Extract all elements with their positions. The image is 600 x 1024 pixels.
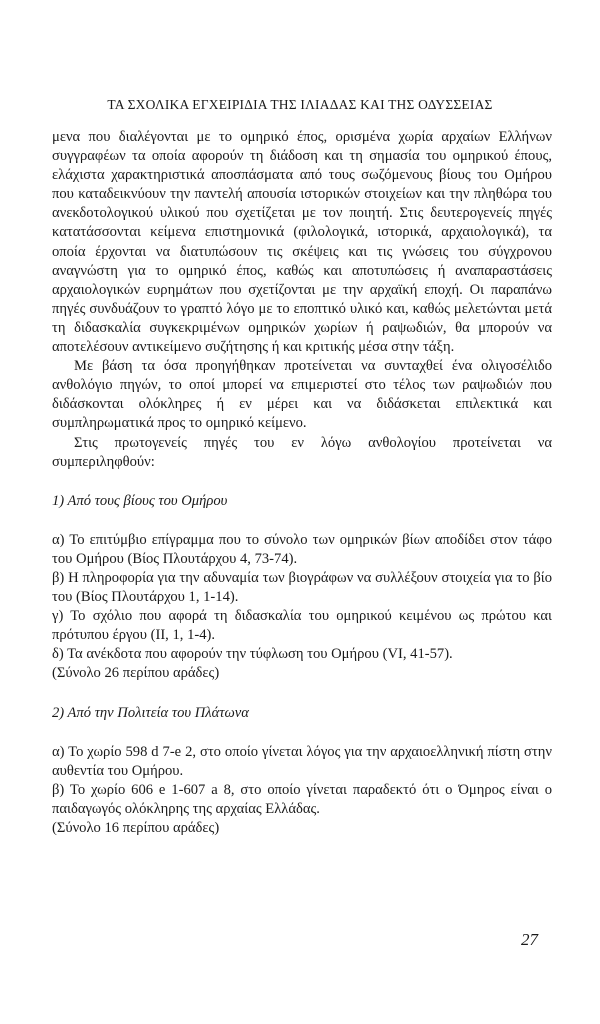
section-1-list bbox=[52, 531, 552, 684]
paragraph-3: Στις πρωτογενείς πηγές του εν λόγω ανθολογίου προτείνεται να συμπεριληφθούν: bbox=[52, 434, 552, 470]
list-item: γ) Το σχόλιο που αφορά τη διδασκαλία του ομηρικού κειμένου ως πρώτου και πρότυπου έργου (ΙΙ, 1, 1-4). bbox=[52, 608, 552, 644]
paragraph-1: μενα που διαλέγονται με το ομηρικό έπος, ορισμένα χωρία αρχαίων Ελλήνων συγγραφέων τα οποία αφορούν τη διάδοση και τη σημασία του ομηρικού έπους, ελάχιστα χαρακτηριστικά αποσπάσματα από τους σωζόμενους βίους του Ομήρου που καταδεικνύουν την παντελή απουσία ιστορικών στοιχείων και την πληθώρα του ανεκδοτολογικού υλικού που σχετίζεται με τον ποιητή. Στις δευτερογενείς πηγές κατατάσσονται κείμενα επιστημονικά (φιλολογικά, ιστορικά, αρχαιολογικά), τα οποία έρχονται να διατυπώσουν τις σκέψεις και τις γνώσεις του σύγχρονου αναγνώστη για το ομηρικό έπος, καθώς και αποτυπώσεις ή αναπαραστάσεις αρχαιολογικών ευρημάτων που σχετίζονται με την αρχαϊκή εποχή. Οι παραπάνω πηγές συνδυάζουν το γραπτό λόγο με το εποπτικό υλικό και, καθώς μελετώνται μετά τη διδασκαλία συγκεκριμένων ομηρικών χωρίων ή ραψωδιών, θα μπορούν να αποτελέσουν αντικείμενο συζήτησης ή και κριτικής μέσα στην τάξη. bbox=[52, 129, 552, 356]
section-1-total: (Σύνολο 26 περίπου αράδες) bbox=[52, 665, 220, 682]
section-1-heading: 1) Από τους βίους του Ομήρου bbox=[52, 492, 228, 509]
section-2-list bbox=[52, 743, 552, 838]
list-item: δ) Τα ανέκδοτα που αφορούν την τύφλωση του Ομήρου (VI, 41-57). bbox=[52, 646, 453, 663]
list-item: β) Το χωρίο 606 e 1-607 a 8, στο οποίο γίνεται παραδεκτό ότι ο Όμηρος είναι ο παιδαγωγός ολόκληρης της αρχαίας Ελλάδας. bbox=[52, 781, 552, 817]
list-item: α) Το χωρίο 598 d 7-e 2, στο οποίο γίνεται λόγος για την αρχαιοελληνική πίστη στην αυθεντία του Ομήρου. bbox=[52, 743, 552, 779]
page-number: 27 bbox=[521, 930, 538, 949]
list-item: α) Το επιτύμβιο επίγραμμα που το σύνολο των ομηρικών βίων αποδίδει στον τάφο του Ομήρου (Βίος Πλουτάρχου 4, 73-74). bbox=[52, 531, 552, 567]
section-2-heading: 2) Από την Πολιτεία του Πλάτωνα bbox=[52, 704, 249, 721]
section-2-total: (Σύνολο 16 περίπου αράδες) bbox=[52, 820, 220, 836]
running-head: ΤΑ ΣΧΟΛΙΚΑ ΕΓΧΕΙΡΙΔΙΑ ΤΗΣ ΙΛΙΑΔΑΣ ΚΑΙ ΤΗΣ ΟΔΥΣΣΕΙΑΣ bbox=[107, 97, 493, 112]
body-text bbox=[52, 128, 552, 838]
paragraph-2: Με βάση τα όσα προηγήθηκαν προτείνεται να συνταχθεί ένα ολιγοσέλιδο ανθολόγιο πηγών, το οποί μπορεί να επιμεριστεί στο τέλος των ραψωδιών που διδάσκονται ολόκληρες ή εν μέρει και να διδάσκεται επιλεκτικά και συμπληρωματικά προς το ομηρικό κείμενο. bbox=[52, 358, 552, 432]
list-item: β) Η πληροφορία για την αδυναμία των βιογράφων να συλλέξουν στοιχεία για το βίο του (Βίος Πλουτάρχου 1, 1-14). bbox=[52, 569, 552, 606]
